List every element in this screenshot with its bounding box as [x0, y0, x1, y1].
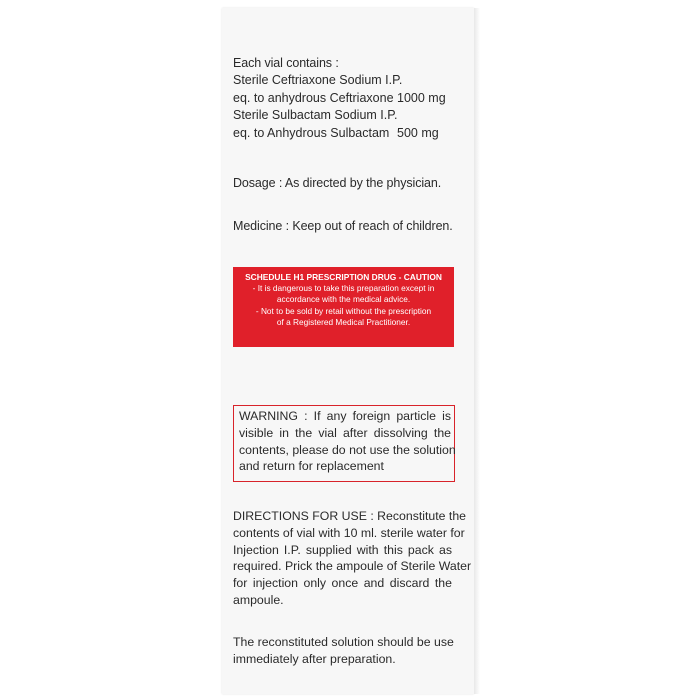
caution-line: - Not to be sold by retail without the prescription: [255, 305, 432, 316]
warning-line: visible in the vial after dissolving the: [239, 425, 451, 440]
caution-line: accordance with the medical advice.: [276, 294, 411, 305]
directions-text: [233, 508, 472, 609]
dosage-text: Dosage : As directed by the physician.: [233, 176, 442, 190]
directions-line: Injection I.P. supplied with this pack as: [233, 542, 452, 557]
directions-line: required. Prick the ampoule of Sterile Water: [233, 559, 472, 574]
composition-row: [233, 107, 397, 124]
warning-line: and return for replacement: [239, 459, 384, 474]
composition-ingredient: Sterile Sulbactam Sodium I.P.: [233, 108, 398, 122]
warning-line: contents, please do not use the solution: [239, 442, 456, 457]
caution-line: of a Registered Medical Practitioner.: [276, 316, 411, 327]
reconstituted-text: [233, 634, 452, 668]
directions-line: contents of vial with 10 ml. sterile water for: [233, 525, 465, 540]
composition-quantity: 500 mg: [397, 126, 439, 140]
caution-line: - It is dangerous to take this preparation except in: [252, 283, 435, 294]
reconstituted-line: immediately after preparation.: [233, 651, 396, 666]
composition-row: [233, 90, 446, 107]
medicine-note: Medicine : Keep out of reach of children.: [233, 219, 453, 233]
caution-title: SCHEDULE H1 PRESCRIPTION DRUG - CAUTION: [245, 272, 442, 282]
reconstituted-line: The reconstituted solution should be use: [233, 635, 454, 649]
composition-row: [233, 72, 402, 89]
composition-row: [233, 125, 439, 142]
composition-ingredient: eq. to anhydrous Ceftriaxone: [233, 91, 394, 105]
schedule-h1-caution-box: [233, 267, 454, 347]
carton-edge: [474, 8, 480, 694]
directions-line: ampoule.: [233, 592, 284, 607]
composition-ingredient: eq. to Anhydrous Sulbactam: [233, 126, 390, 140]
composition-heading: Each vial contains :: [233, 56, 339, 70]
warning-line: WARNING : If any foreign particle is: [239, 409, 451, 423]
directions-line: DIRECTIONS FOR USE : Reconstitute the: [233, 509, 467, 523]
composition-ingredient: Sterile Ceftriaxone Sodium I.P.: [233, 73, 403, 87]
composition-quantity: 1000 mg: [397, 91, 446, 105]
directions-line: for injection only once and discard the: [233, 576, 452, 591]
warning-text: [239, 408, 456, 475]
